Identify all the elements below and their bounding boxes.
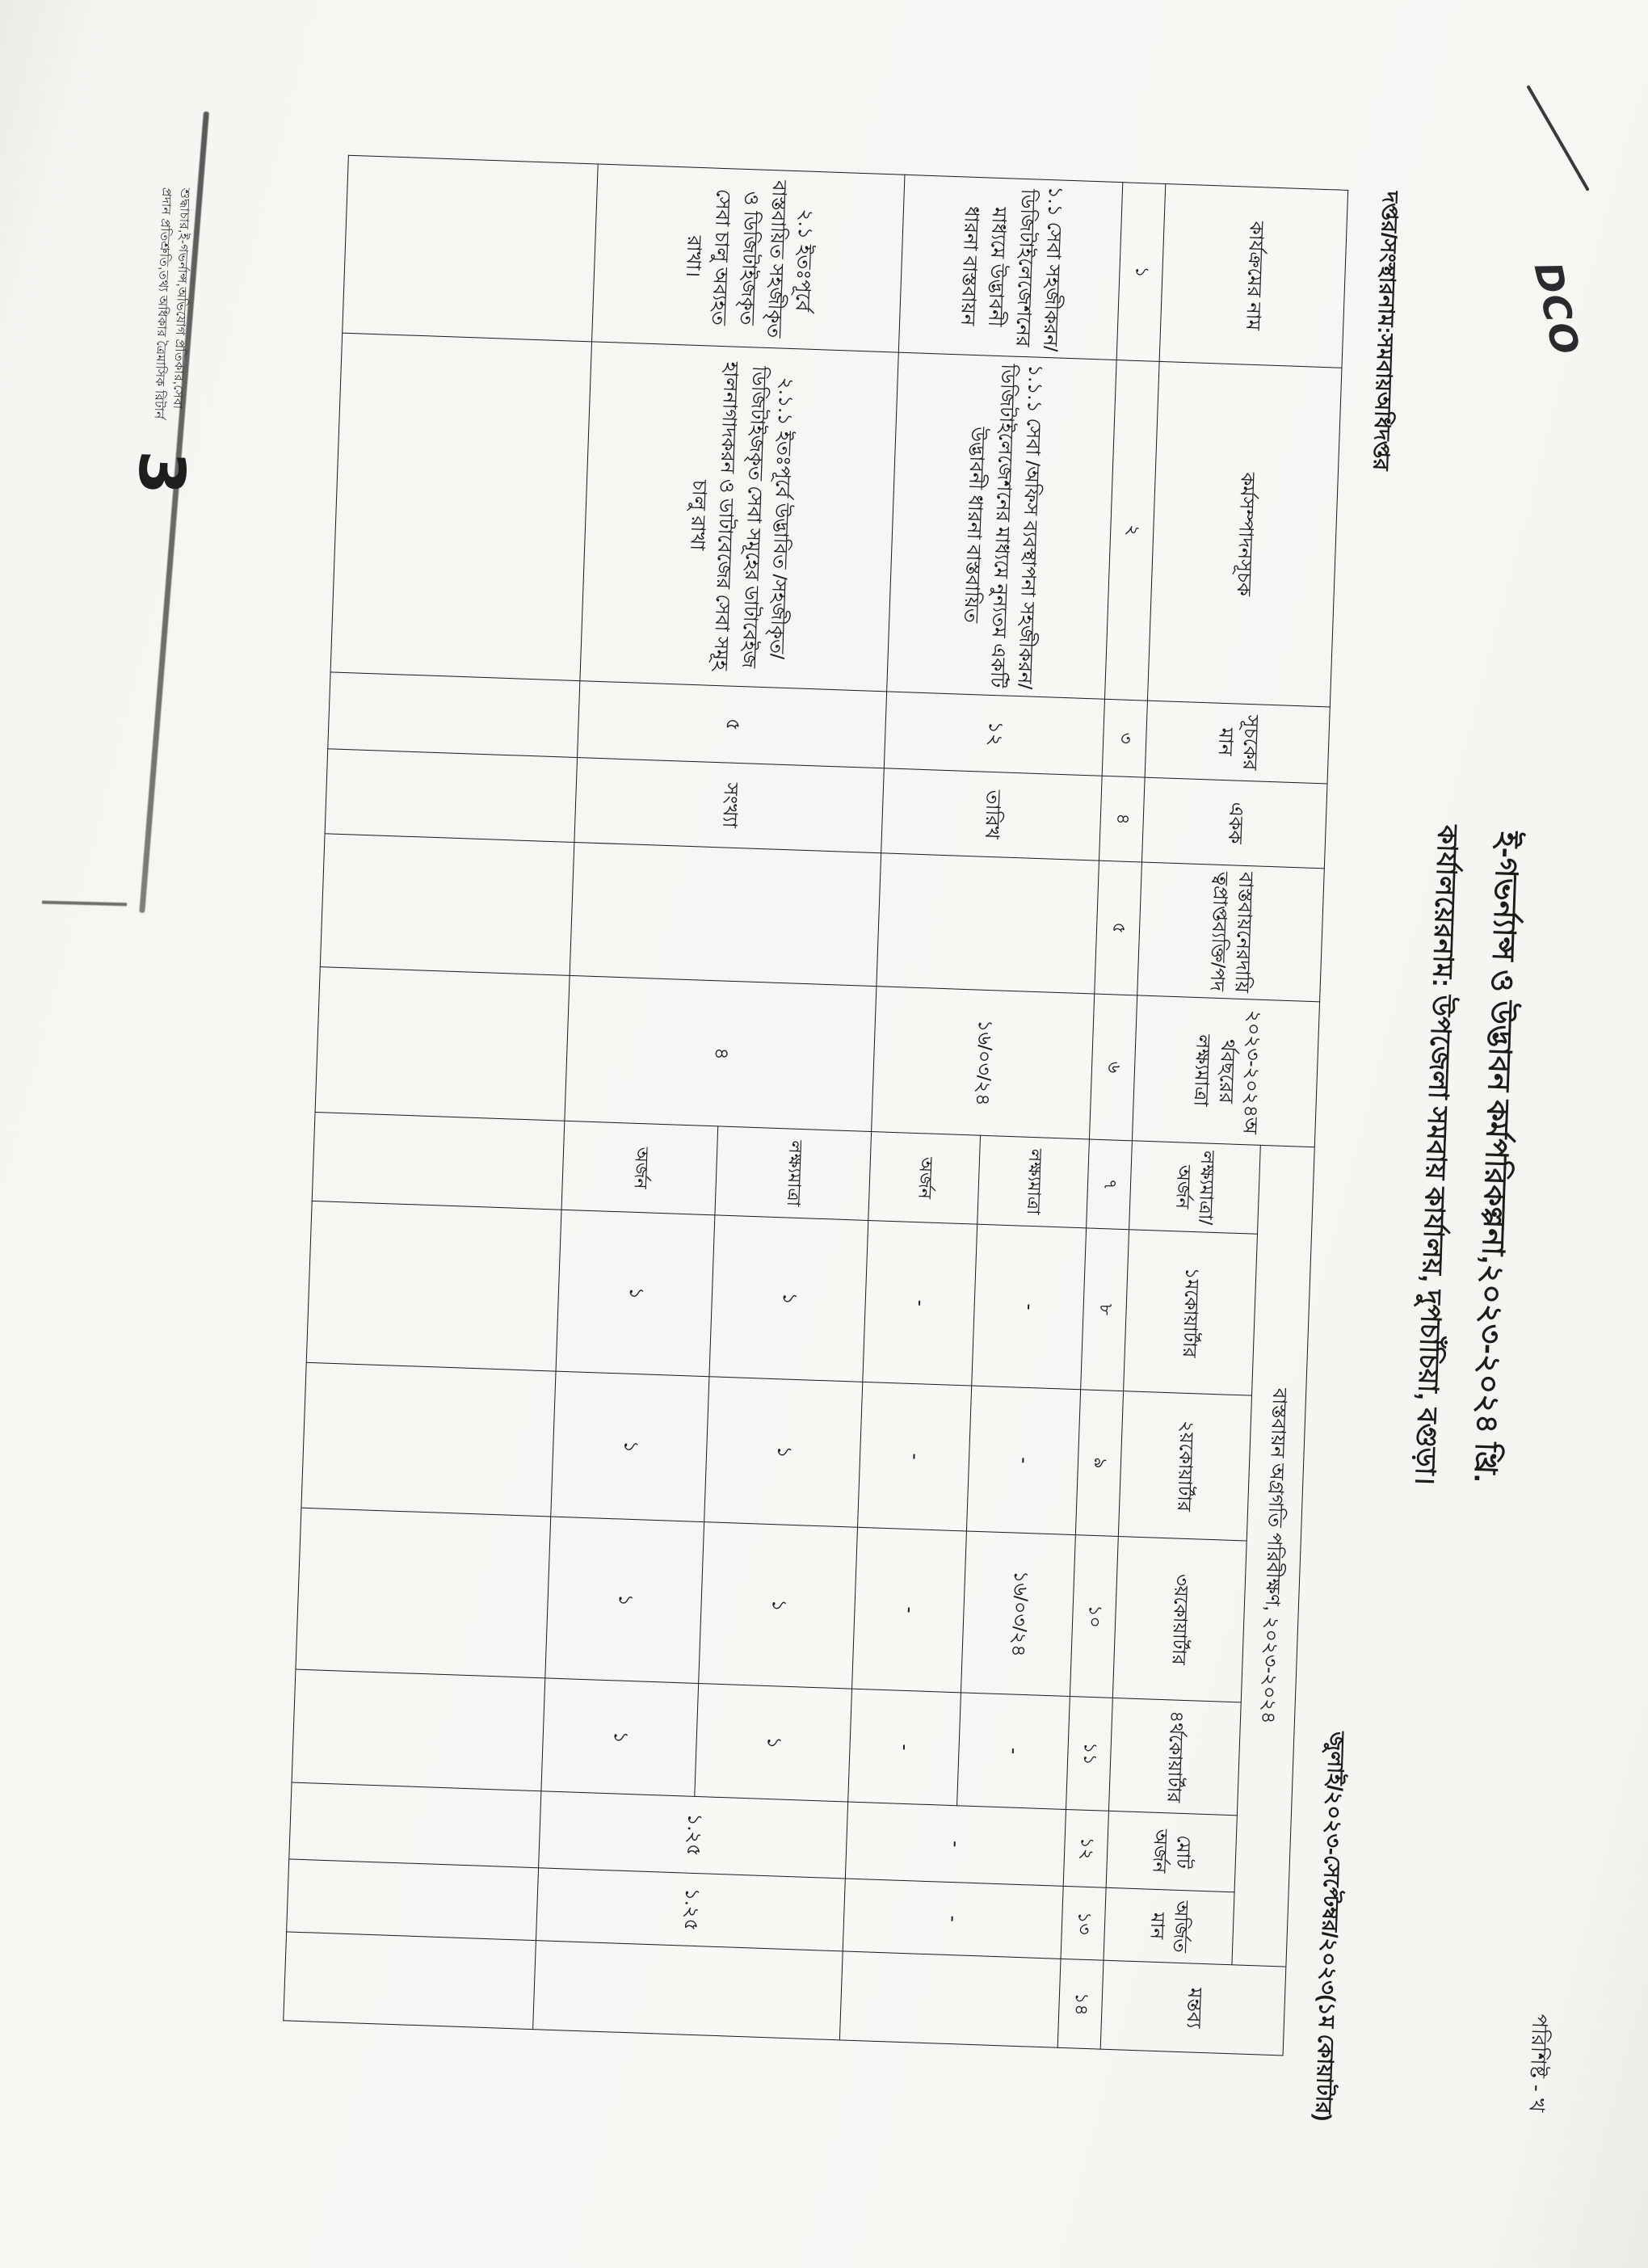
- cell-q1-target-2: ১: [709, 1215, 868, 1382]
- empty-cell: [296, 1508, 551, 1678]
- page-number-stamp: 3: [124, 449, 198, 496]
- col-num: ৩: [1102, 699, 1147, 777]
- cell-note-2: [533, 1941, 843, 2040]
- empty-cell: [315, 967, 570, 1121]
- col-num: ৮: [1081, 1228, 1129, 1391]
- department-line: দপ্তর/সংস্থারনাম:সমবায়অধিদপ্তর: [1368, 191, 1403, 471]
- col-num: ১৩: [1061, 1886, 1106, 1960]
- landscape-sheet: [0, 8, 1648, 2260]
- cell-q2-achieve-1: -: [858, 1382, 972, 1531]
- col-num: ৫: [1095, 860, 1142, 995]
- header-target-achieve: লক্ষ্যমাত্রা/ অর্জন: [1129, 1141, 1261, 1234]
- cell-score-2: ৫: [578, 681, 887, 768]
- empty-cell: [306, 1201, 561, 1371]
- header-unit: একক: [1141, 777, 1327, 869]
- cell-unit-1: তারিখ: [881, 768, 1103, 860]
- cell-person-2: [570, 842, 881, 986]
- col-num: ৯: [1075, 1390, 1123, 1537]
- cell-q1-achieve-2: ১: [556, 1210, 715, 1377]
- col-num: ১: [1116, 183, 1166, 362]
- header-q3: ৩য়কোয়ার্টার: [1112, 1537, 1247, 1702]
- handwritten-dco: DCO: [1525, 258, 1588, 360]
- cell-q4-target-2: ১: [695, 1683, 852, 1802]
- empty-cell: [287, 1859, 539, 1941]
- cell-q2-target-1: -: [966, 1386, 1080, 1535]
- cell-q3-target-1: ১৬/০৩/২৪: [961, 1531, 1075, 1697]
- empty-cell: [330, 333, 591, 681]
- header-total-achieve: মোট অর্জন: [1106, 1811, 1237, 1891]
- col-num: ৪: [1099, 776, 1145, 862]
- cell-q3-achieve-2: ১: [545, 1517, 704, 1684]
- cell-label-achieve-2: অর্জন: [561, 1121, 718, 1215]
- header-score: সূচকের মান: [1145, 701, 1330, 784]
- col-num: ১২: [1063, 1809, 1108, 1887]
- cell-fy-target-1: ১৬/০৩/২৪: [872, 987, 1095, 1139]
- empty-cell: [343, 155, 598, 342]
- header-activity: কার্যক্রমের নাম: [1159, 184, 1348, 368]
- empty-cell: [320, 834, 574, 976]
- cell-fy-target-2: ৪: [565, 975, 877, 1131]
- col-num: ১০: [1070, 1535, 1118, 1698]
- cell-q2-target-2: ১: [704, 1377, 863, 1528]
- cell-activity-1: ১.১ সেবা সহজীকরন/ ডিজিটাইলেজেশনের মাধ্যমে উদ্ভাবনী ধারনা বাস্তবায়ন: [898, 175, 1123, 360]
- empty-cell: [289, 1782, 541, 1868]
- cell-indicator-1: ১.১.১ সেবা /অফিস ব্যবস্থাপনা সহজীকরন/ডিজিটাইলেজেশনের মাধ্যমে নুন্যতম একটি উদ্ভাবনী ধারনা বাস্তবায়িত: [887, 352, 1116, 699]
- cell-q3-target-2: ১: [699, 1522, 858, 1689]
- empty-cell: [292, 1669, 545, 1791]
- header-fy-target: ২০২৩-২০২৪অর্থবছরের লক্ষ্যমাত্রা: [1132, 995, 1319, 1147]
- col-num: ৬: [1089, 994, 1137, 1141]
- cell-total-1: -: [845, 1802, 1066, 1886]
- cell-label-target-2: লক্ষ্যমাত্রা: [715, 1126, 872, 1221]
- header-q1: ১মকোয়ার্টার: [1124, 1230, 1258, 1395]
- header-responsible: বাস্তবায়নেরদায়িত্বপ্রাপ্তব্যক্তি/পদ: [1137, 862, 1325, 1002]
- header-q2: ২য়কোয়ার্টার: [1118, 1391, 1251, 1541]
- header-remarks: মন্তব্য: [1100, 1960, 1286, 2056]
- cell-q1-target-1: -: [972, 1224, 1087, 1390]
- office-name-line: কার্যালয়েরনাম: উপজেলা সমবায় কার্যালয়, দুপচাঁচিয়া, বগুড়া।: [1409, 824, 1463, 1486]
- cell-earned-2: ১.২৫: [536, 1868, 845, 1951]
- cell-label-target-1: লক্ষ্যমাত্রা: [977, 1135, 1090, 1228]
- cell-q2-achieve-2: ১: [551, 1371, 709, 1522]
- cell-indicator-2: ২.১.১ ইতঃপূর্বে উদ্ভাবিত /সহজীকৃত/ডিজিটাইজকৃত সেবা সমূহের ডাটাবেইজ হালনাগাদকরন ও ডাটাবেজের সেবা সমূহ চালু রাখা: [580, 342, 898, 692]
- workplan-table: [283, 155, 1348, 2056]
- page-footer: [124, 187, 212, 496]
- reporting-period: জুলাই/২০২৩-সেপ্টেম্বর/২০২৩(১ম কোয়াটার): [1310, 1731, 1349, 2122]
- header-earned-score: অর্জিত মান: [1104, 1887, 1234, 1965]
- empty-cell: [301, 1362, 556, 1517]
- cell-q4-achieve-2: ১: [541, 1678, 699, 1797]
- cell-q4-achieve-1: -: [848, 1689, 961, 1806]
- cell-score-1: ১২: [884, 692, 1104, 776]
- cell-activity-2: ২.১ ইতঃপূর্বে বাস্তবায়িত সহজীকৃত ও ডিজিটাইজকৃত সেবা চালু অব্যহত রাখা।: [592, 164, 905, 352]
- header-indicator: কর্মসম্পাদনসূচক: [1147, 361, 1342, 707]
- col-num: ২: [1104, 360, 1159, 701]
- cell-note-1: [839, 1951, 1061, 2047]
- document-title: ই-গভর্ন্যান্স ও উদ্ভাবন কর্মপরিকল্পনা,২০২৩-২০২৪ খ্রি.: [1467, 831, 1524, 1483]
- cell-earned-1: -: [843, 1879, 1063, 1959]
- empty-cell: [328, 672, 580, 758]
- cell-q1-achieve-1: -: [863, 1220, 977, 1386]
- cell-q3-achieve-1: -: [852, 1527, 967, 1693]
- header-q4: ৪র্থকোয়ার্টার: [1108, 1698, 1241, 1815]
- header-progress-group: বাস্তবায়ন অগ্রগতি পরিবীক্ষণ, ২০২৩-২০২৪: [1232, 1145, 1314, 1967]
- cell-label-achieve-1: অর্জন: [868, 1132, 981, 1225]
- empty-cell: [312, 1112, 565, 1210]
- appendix-label: পরিশিষ্ট - খ: [1524, 2013, 1553, 2114]
- col-num: ১১: [1066, 1697, 1112, 1811]
- empty-cell: [325, 749, 577, 843]
- cell-person-1: [877, 853, 1099, 994]
- col-num: ৭: [1087, 1139, 1133, 1230]
- cell-q4-target-1: -: [957, 1693, 1070, 1810]
- footer-report-types: শুদ্ধাচার,ই-গভর্নান্স,অভিযোগ প্রতিকার,সেবা প্রদান প্রতিশ্রুতি,তথ্য অধিকার ত্রৈমাসিক রিটার্ন: [151, 187, 192, 419]
- empty-cell: [284, 1932, 536, 2030]
- col-num: ১৪: [1057, 1959, 1104, 2049]
- cell-total-2: ১.২৫: [539, 1791, 848, 1879]
- cell-unit-2: সংখ্যা: [574, 758, 884, 853]
